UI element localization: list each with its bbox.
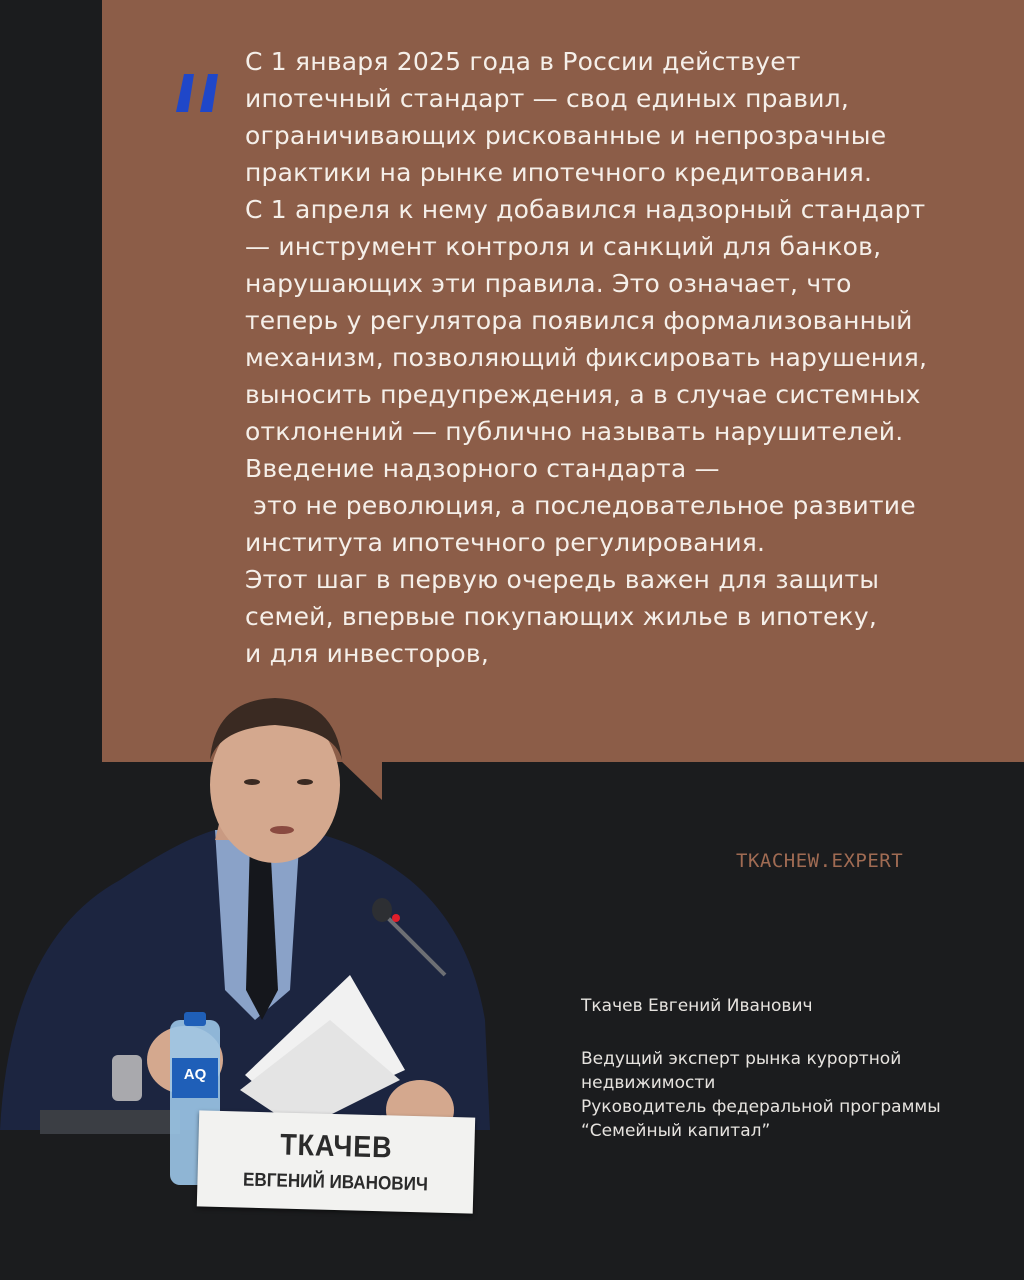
quote-line: практики на рынке ипотечного кредитования. [245, 158, 873, 187]
role-line: “Семейный капитал” [581, 1121, 771, 1141]
quote-text [245, 43, 1005, 672]
quote-line: и для инвесторов, [245, 639, 490, 668]
person-roles [581, 1047, 1001, 1143]
quote-line: С 1 января 2025 года в России действует [245, 47, 801, 76]
role-line: недвижимости [581, 1073, 716, 1093]
quote-line: Введение надзорного стандарта — [245, 454, 720, 483]
quote-line: механизм, позволяющий фиксировать нарушения, [245, 343, 928, 372]
quote-line: нарушающих эти правила. Это означает, что [245, 269, 852, 298]
quote-line: — инструмент контроля и санкций для банков, [245, 232, 882, 261]
quote-line: института ипотечного регулирования. [245, 528, 766, 557]
site-name: TKACHEW.EXPERT [736, 850, 904, 872]
quote-line: отклонений — публично называть нарушителей. [245, 417, 904, 446]
quote-line: выносить предупреждения, а в случае системных [245, 380, 921, 409]
role-line: Руководитель федеральной программы [581, 1097, 941, 1117]
nameplate-surname: ТКАЧЕВ [279, 1128, 393, 1165]
nameplate [197, 1110, 475, 1213]
quote-line: ипотечный стандарт — свод единых правил, [245, 84, 849, 113]
quote-mark-icon [174, 72, 224, 116]
quote-line: ограничивающих рискованные и непрозрачные [245, 121, 887, 150]
nameplate-given-name: ЕВГЕНИЙ ИВАНОВИЧ [242, 1169, 429, 1196]
quote-line: семей, впервые покупающих жилье в ипотеку, [245, 602, 877, 631]
role-line: Ведущий эксперт рынка курортной [581, 1049, 902, 1069]
bottle-label: AQ [183, 1066, 207, 1083]
quote-line: Этот шаг в первую очередь важен для защиты [245, 565, 880, 594]
quote-line: теперь у регулятора появился формализованный [245, 306, 913, 335]
quote-line: С 1 апреля к нему добавился надзорный стандарт [245, 195, 926, 224]
quote-line: это не революция, а последовательное развитие [245, 491, 916, 520]
person-name: Ткачев Евгений Иванович [581, 996, 813, 1016]
